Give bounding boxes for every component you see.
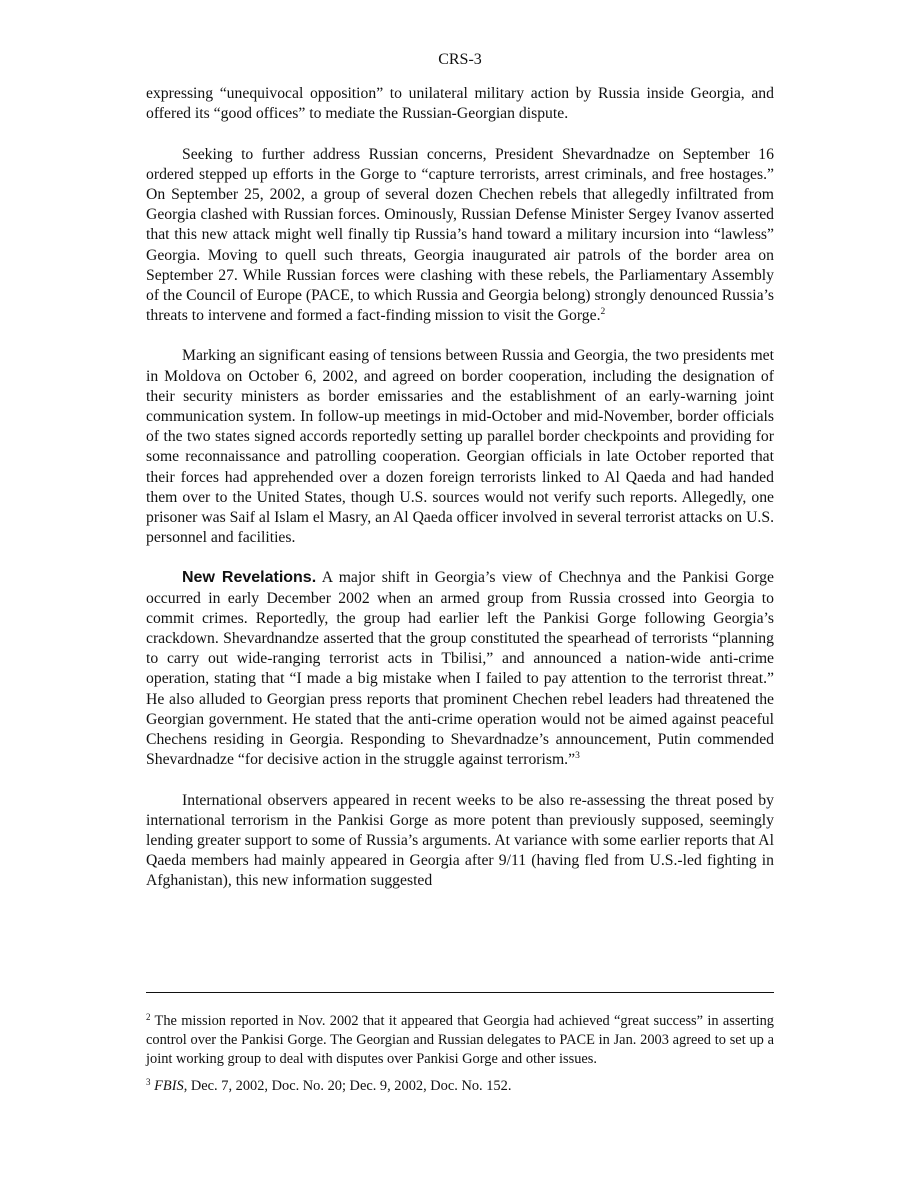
footnote-3-text: , Dec. 7, 2002, Doc. No. 20; Dec. 9, 2002, Doc. No. 152.	[183, 1078, 512, 1094]
paragraph-3-text: Marking an significant easing of tensions between Russia and Georgia, the two presidents met in Moldova on October 6, 2002, and agreed on border cooperation, including the designation of their security ministers as border emissaries and the establishment of an early-warning joint communication system. In follow-up meetings in mid-October and mid-November, border officials of the two states signed accords reportedly setting up parallel border checkpoints and providing for some reconnaissance and patrolling cooperation. Georgian officials in late October reported that their forces had apprehended over a dozen foreign terrorists linked to Al Qaeda and had handed them over to the United States, though U.S. sources would not verify such reports. Allegedly, one prisoner was Saif al Islam el Masry, an Al Qaeda officer involved in several terrorist attacks on U.S. personnel and facilities.	[146, 347, 774, 547]
footnote-3	[146, 1077, 774, 1096]
paragraph-5-text: International observers appeared in recent weeks to be also re-assessing the threat posed by international terrorism in the Pankisi Gorge as more potent than previously supposed, seemingly lending greater support to some of Russia’s arguments. At variance with some earlier reports that Al Qaeda members had mainly appeared in Georgia after 9/11 (having fled from U.S.-led fighting in Afghanistan), this new information suggested	[146, 791, 774, 890]
footnote-3-source: FBIS	[154, 1078, 184, 1094]
paragraph-2	[146, 145, 774, 327]
paragraph-5	[146, 791, 774, 892]
paragraph-3	[146, 346, 774, 548]
footnote-ref-2[interactable]: 2	[600, 307, 606, 318]
paragraph-4-text: A major shift in Georgia’s view of Chechnya and the Pankisi Gorge occurred in early December 2002 when an armed group from Russia crossed into Georgia to commit crimes. Reportedly, the group had earlier left the Pankisi Gorge following Georgia’s crackdown. Shevardnandze asserted that the group constituted the spearhead of terrorists “planning to carry out wide-ranging terrorist acts in Tbilisi,” and announced a nation-wide anti-crime operation, stating that “I made a big mistake when I failed to pay attention to the terrorist threat.” He also alluded to Georgian press reports that prominent Chechen rebel leaders had threatened the Georgian government. He stated that the anti-crime operation would not be aimed against peaceful Chechens residing in Georgia. Responding to Shevardnadze’s announcement, Putin commended Shevardnadze “for decisive action in the struggle against terrorism.”	[146, 569, 774, 769]
page-number-header: CRS-3	[438, 51, 482, 68]
footnote-3-number: 3	[146, 1077, 151, 1087]
footnote-divider	[146, 992, 774, 993]
paragraph-1	[146, 84, 774, 124]
footnote-2-text: The mission reported in Nov. 2002 that it appeared that Georgia had achieved “great success” in asserting control over the Pankisi Gorge. The Georgian and Russian delegates to PACE in Jan. 2003 agreed to set up a joint working group to deal with disputes over Pankisi Gorge and other issues.	[146, 1013, 774, 1067]
paragraph-4	[146, 568, 774, 770]
footnote-2-number: 2	[146, 1012, 151, 1022]
footnote-2	[146, 1012, 774, 1069]
footnotes-section	[146, 1012, 774, 1104]
paragraph-1-text: expressing “unequivocal opposition” to unilateral military action by Russia inside Georgia, and offered its “good offices” to mediate the Russian-Georgian dispute.	[146, 85, 774, 123]
footnote-ref-3[interactable]: 3	[575, 751, 580, 762]
section-heading-new-revelations: New Revelations.	[182, 569, 317, 587]
paragraph-2-text: Seeking to further address Russian concerns, President Shevardnadze on September 16 ordered stepped up efforts in the Gorge to “capture terrorists, arrest criminals, and free hostages.” On September 25, 2002, a group of several dozen Chechen rebels that allegedly infiltrated from Georgia clashed with Russian forces. Ominously, Russian Defense Minister Sergey Ivanov asserted that this new attack might well finally tip Russia’s hand toward a military incursion into “lawless” Georgia. Moving to quell such threats, Georgia inaugurated air patrols of the border area on September 27. While Russian forces were clashing with these rebels, the Parliamentary Assembly of the Council of Europe (PACE, to which Russia and Georgia belong) strongly denounced Russia’s threats to intervene and formed a fact-finding mission to visit the Gorge.	[146, 145, 774, 325]
